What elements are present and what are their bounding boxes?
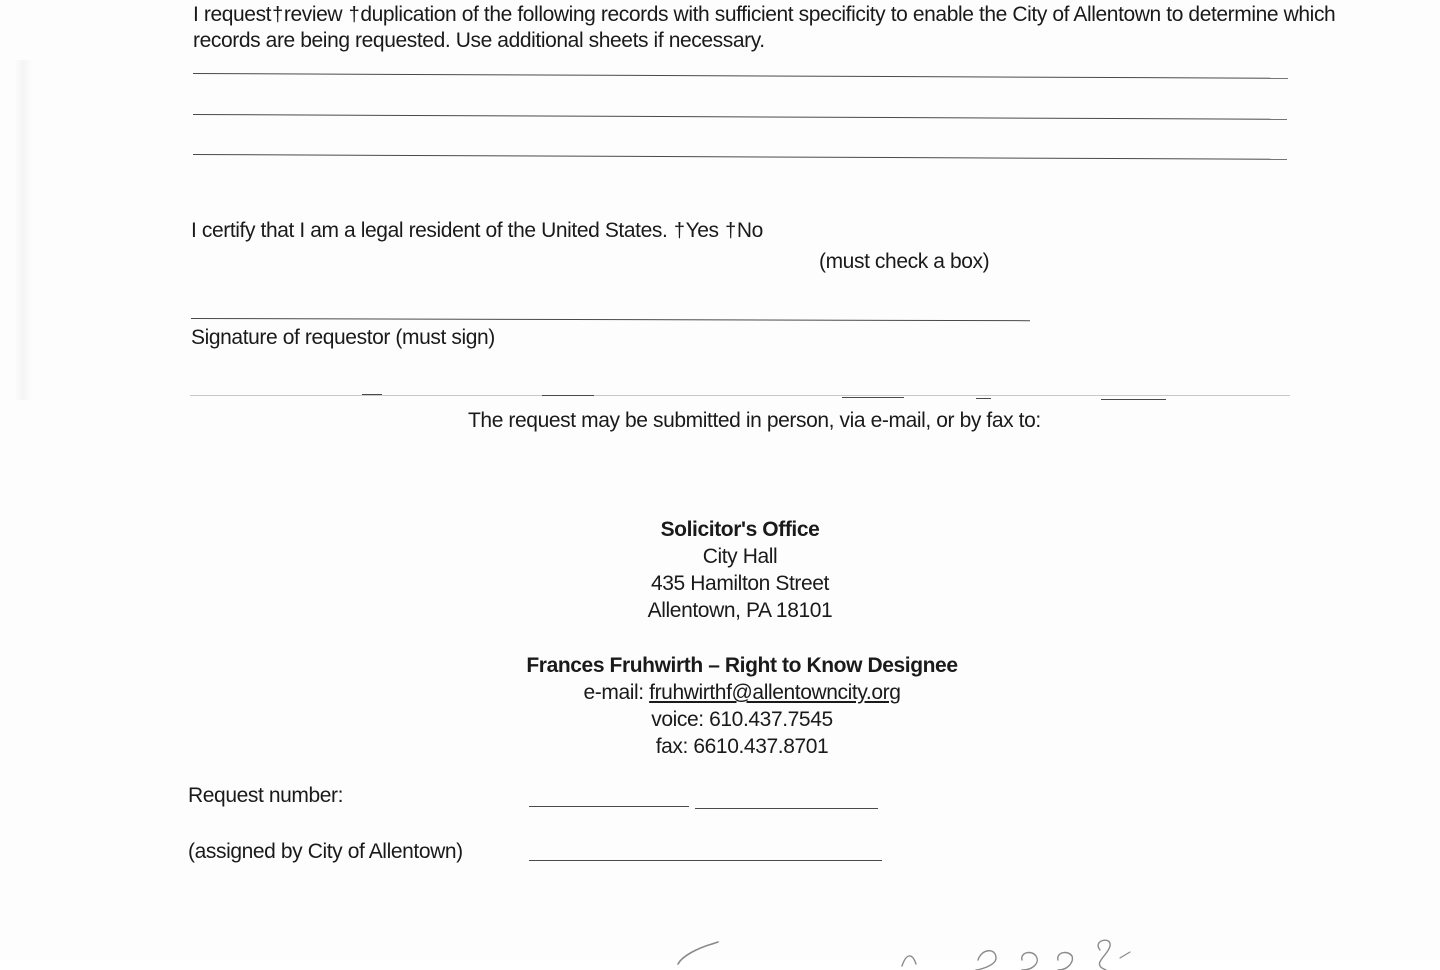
handwritten-date-scribble bbox=[660, 930, 1160, 970]
office-address bbox=[440, 516, 1040, 624]
divider-dash-2 bbox=[542, 395, 594, 396]
request-blank-line-1[interactable] bbox=[193, 73, 1288, 79]
scribble-stroke-2 bbox=[712, 942, 718, 944]
office-name: Solicitor's Office bbox=[660, 518, 820, 541]
scribble-stroke-4 bbox=[976, 951, 996, 970]
request-line-2: records are being requested. Use additional sheets if necessary. bbox=[193, 29, 765, 52]
scribble-stroke-1 bbox=[678, 944, 712, 964]
no-checkbox[interactable]: † bbox=[725, 220, 736, 242]
request-number-label: Request number: bbox=[188, 784, 344, 807]
assigned-number-line[interactable] bbox=[529, 860, 882, 861]
email-prefix: e-mail: bbox=[583, 681, 644, 704]
request-number-line-2[interactable] bbox=[695, 808, 878, 809]
duplication-checkbox[interactable]: † bbox=[348, 4, 360, 26]
scribble-stroke-6 bbox=[1058, 953, 1073, 970]
request-line-1-rest: duplication of the following records with sufficient specificity to enable the City of Allentown to determine which bbox=[360, 3, 1336, 26]
designee-voice: voice: 610.437.7545 bbox=[651, 708, 833, 731]
review-checkbox[interactable]: † bbox=[272, 4, 283, 26]
no-label: No bbox=[736, 219, 763, 242]
email-link[interactable]: fruhwirthf@allentowncity.org bbox=[649, 681, 901, 704]
scribble-stroke-7 bbox=[1098, 940, 1110, 970]
designee-contact bbox=[442, 652, 1042, 760]
review-label: review bbox=[283, 3, 343, 26]
signature-label: Signature of requestor (must sign) bbox=[191, 326, 495, 349]
divider-dash-5 bbox=[1101, 399, 1166, 400]
assigned-by-label: (assigned by City of Allentown) bbox=[188, 840, 463, 863]
scan-shadow bbox=[14, 60, 32, 400]
scribble-stroke-5 bbox=[1022, 953, 1037, 970]
must-check-note: (must check a box) bbox=[819, 250, 990, 273]
yes-checkbox[interactable]: † bbox=[673, 220, 685, 242]
faint-divider bbox=[190, 395, 1290, 396]
request-blank-line-3[interactable] bbox=[193, 154, 1287, 160]
request-blank-line-2[interactable] bbox=[193, 114, 1287, 120]
request-number-line-1[interactable] bbox=[529, 806, 689, 807]
divider-dash-4 bbox=[976, 398, 991, 399]
request-prefix: I request bbox=[193, 3, 272, 26]
certify-line bbox=[191, 218, 763, 244]
scribble-stroke-8 bbox=[1120, 952, 1130, 958]
office-city: Allentown, PA 18101 bbox=[647, 599, 833, 622]
designee-email-line bbox=[442, 679, 1042, 706]
designee-fax: fax: 6610.437.8701 bbox=[655, 735, 829, 758]
yes-label: Yes bbox=[685, 219, 719, 242]
divider-dash-1 bbox=[362, 394, 382, 395]
scribble-stroke-3 bbox=[902, 956, 916, 966]
office-street: 435 Hamilton Street bbox=[651, 572, 829, 595]
signature-line[interactable] bbox=[191, 318, 1030, 321]
request-line-1 bbox=[193, 2, 1335, 28]
office-building: City Hall bbox=[702, 545, 778, 568]
certify-statement: I certify that I am a legal resident of the United States. bbox=[191, 219, 668, 242]
designee-title: Frances Fruhwirth – Right to Know Designee bbox=[526, 654, 958, 677]
submission-instruction: The request may be submitted in person, via e-mail, or by fax to: bbox=[468, 409, 1041, 432]
divider-dash-3 bbox=[842, 397, 904, 398]
